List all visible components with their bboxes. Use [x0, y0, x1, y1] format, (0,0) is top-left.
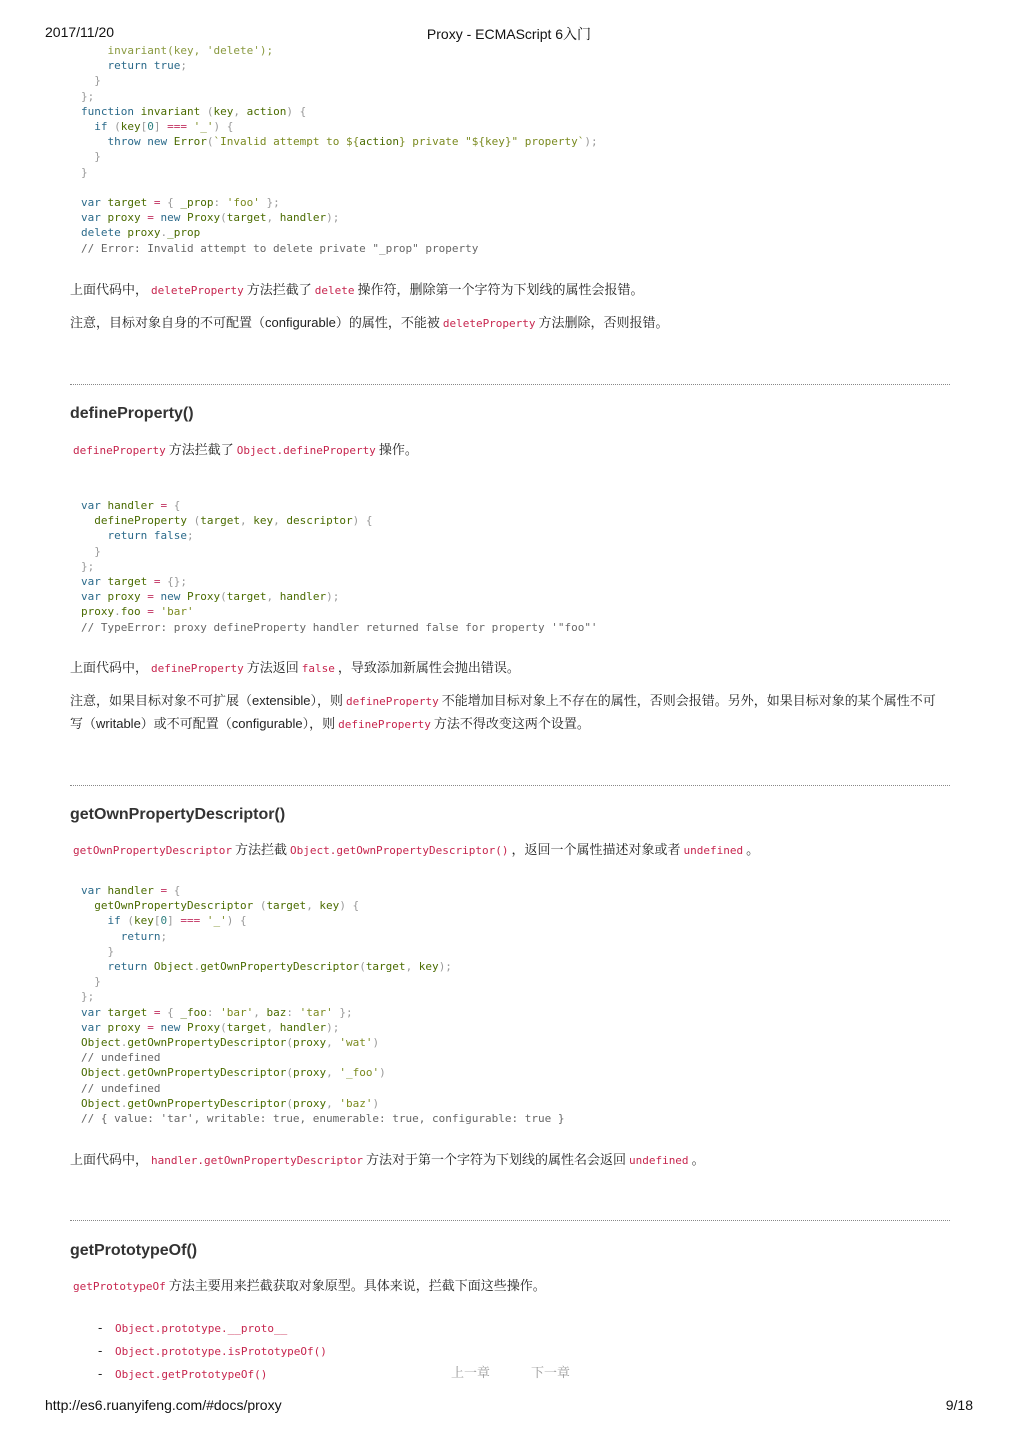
- text: 方法对于第一个字符为下划线的属性名会返回: [365, 1152, 626, 1167]
- text: 注意，如果目标对象不可扩展（extensible），则: [70, 693, 344, 708]
- section-divider: [70, 384, 950, 385]
- inline-code: deleteProperty: [442, 317, 536, 330]
- text: 上面代码中，: [70, 1152, 149, 1167]
- print-title: Proxy - ECMAScript 6入门: [426, 26, 592, 42]
- paragraph-define-desc-1: [70, 657, 520, 680]
- text: 方法拦截: [234, 842, 287, 857]
- inline-code: getOwnPropertyDescriptor: [73, 844, 232, 857]
- text: 操作符，删除第一个字符为下划线的属性会报错。: [357, 282, 644, 297]
- text: 方法拦截了: [246, 282, 312, 297]
- text: 注意，目标对象自身的不可配置（configurable）的属性，不能被: [70, 315, 440, 330]
- heading-get-own-property-descriptor: getOwnPropertyDescriptor(): [70, 806, 286, 823]
- page-number: 9/18: [945, 1397, 973, 1413]
- inline-code: delete: [314, 284, 355, 297]
- inline-code: Object.defineProperty: [236, 444, 376, 457]
- section-divider: [70, 785, 950, 786]
- next-chapter-link[interactable]: 下一章: [531, 1365, 571, 1380]
- paragraph-delete-desc-2: [70, 312, 669, 335]
- list-item: - Object.prototype.isPrototypeOf(): [98, 1340, 330, 1363]
- text: 不能增加目标对象上不存在的属性，否则会报错。另外，如果目标对象的某个属性不可: [441, 693, 936, 708]
- paragraph-define-intro: [70, 439, 418, 462]
- prev-chapter-link[interactable]: 上一章: [451, 1365, 491, 1380]
- paragraph-delete-desc-1: [70, 279, 644, 302]
- code-block-define-property: var handler = { defineProperty (target, key, descriptor) { return false; } }; var target = {}; var proxy = new Proxy(target, handler); proxy.foo = 'bar' // TypeError: proxy defineProperty handler returned false for property '"foo"': [81, 499, 598, 634]
- inline-code: undefined: [628, 1154, 689, 1167]
- inline-code: defineProperty: [346, 695, 439, 708]
- text: 方法不得改变这两个设置。: [433, 716, 590, 731]
- text: 方法返回: [246, 660, 299, 675]
- text: 方法主要用来拦截获取对象原型。具体来说，拦截下面这些操作。: [168, 1278, 546, 1293]
- print-date: 2017/11/20: [45, 24, 115, 40]
- text: 方法删除，否则报错。: [538, 315, 669, 330]
- text: 。: [691, 1152, 705, 1167]
- inline-code: false: [301, 662, 335, 675]
- text: 。: [746, 842, 760, 857]
- text: ，导致添加新属性会抛出错误。: [337, 660, 520, 675]
- inline-code: defineProperty: [151, 662, 244, 675]
- text: 方法拦截了: [168, 442, 234, 457]
- list-item: - Object.getPrototypeOf(): [98, 1363, 330, 1386]
- inline-code: deleteProperty: [151, 284, 244, 297]
- inline-code: getPrototypeOf: [73, 1280, 166, 1293]
- print-url: http://es6.ruanyifeng.com/#docs/proxy: [45, 1397, 282, 1413]
- inline-code: undefined: [683, 844, 744, 857]
- text: 上面代码中，: [70, 282, 149, 297]
- inline-code: handler.getOwnPropertyDescriptor: [151, 1154, 363, 1167]
- section-divider: [70, 1220, 950, 1221]
- inline-code: defineProperty: [338, 718, 431, 731]
- heading-get-prototype-of: getPrototypeOf(): [70, 1242, 198, 1259]
- text: 写（writable）或不可配置（configurable），则: [70, 716, 336, 731]
- print-footer: [45, 1397, 973, 1417]
- print-header: [45, 24, 973, 44]
- intercepted-operations-list: [98, 1317, 330, 1386]
- paragraph-gpo-intro: [70, 1275, 546, 1298]
- code-block-get-own-property-descriptor: var handler = { getOwnPropertyDescriptor (target, key) { if (key[0] === '_') { return; } return Object.getOwnPropertyDescriptor(target, key); } }; var target = { _foo: 'bar', baz: 'tar' }; var proxy = new Proxy(target, handler); Object.getOwnPropertyDescriptor(proxy, 'wat') // undefined Object.getOwnPropertyDescriptor(proxy, '_foo') // undefined Object.getOwnPropertyDescriptor(proxy, 'baz') // { value: 'tar', writable: true, enumerable: true, configurable: true }: [81, 884, 565, 1126]
- inline-code: Object.getOwnPropertyDescriptor(): [289, 844, 509, 857]
- inline-code: Object.prototype.__proto__: [115, 1322, 288, 1335]
- inline-code: defineProperty: [73, 444, 166, 457]
- text: 上面代码中，: [70, 660, 149, 675]
- paragraph-gopd-intro: [70, 839, 759, 862]
- paragraph-gopd-desc-1: [70, 1149, 705, 1172]
- paragraph-define-desc-2: [70, 690, 950, 736]
- heading-define-property: defineProperty(): [70, 405, 194, 422]
- text: ，返回一个属性描述对象或者: [511, 842, 681, 857]
- code-block-delete-property: invariant(key, 'delete'); return true; } }; function invariant (key, action) { if (key[0] === '_') { throw new Error(`Invalid attempt to ${action} private "${key}" property`); } } var target = { _prop: 'foo' }; var proxy = new Proxy(target, handler); delete proxy._prop // Error: Invalid attempt to delete private "_prop" property: [81, 44, 598, 255]
- inline-code: Object.prototype.isPrototypeOf(): [115, 1345, 327, 1358]
- text: 操作。: [378, 442, 418, 457]
- inline-code: Object.getPrototypeOf(): [115, 1368, 268, 1381]
- list-item: - Object.prototype.__proto__: [98, 1317, 330, 1340]
